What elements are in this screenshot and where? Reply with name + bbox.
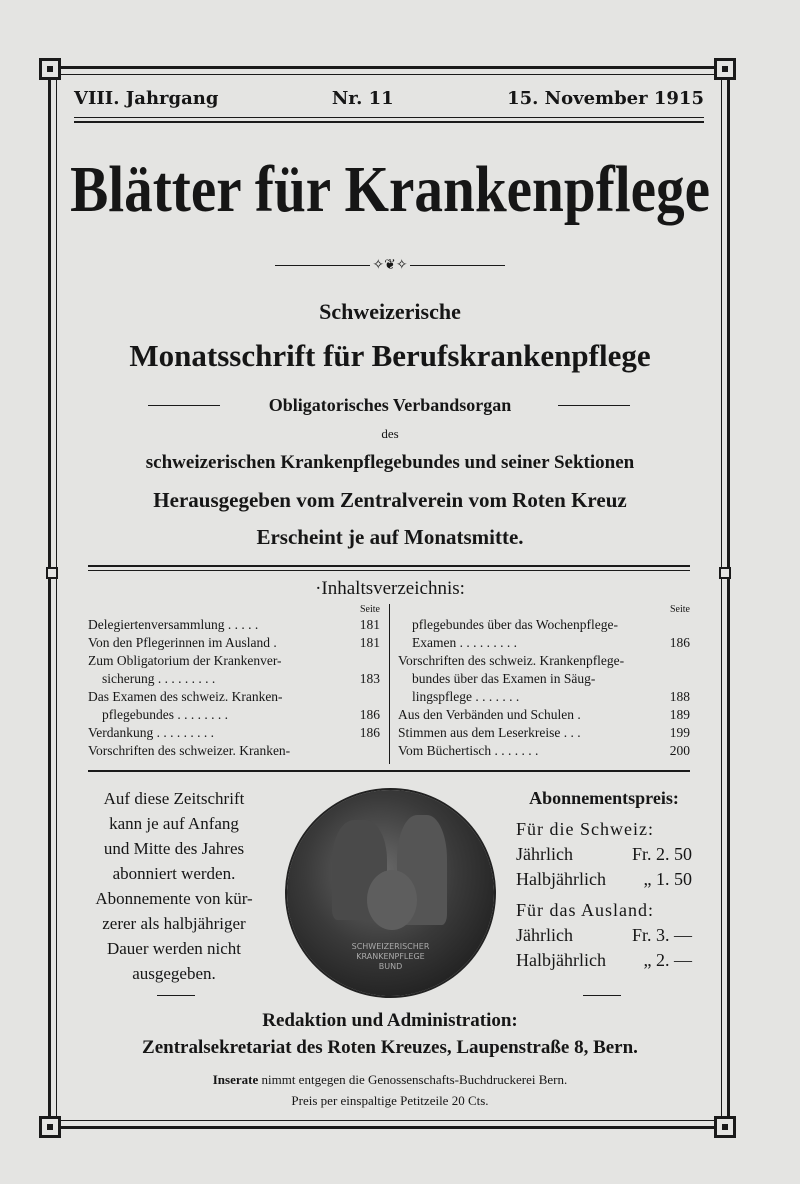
toc-entry xyxy=(88,706,380,724)
medal-inscription-3: BUND xyxy=(378,962,403,971)
toc-entry-page: 181 xyxy=(359,617,380,632)
subtitle-line5-wrap xyxy=(70,450,710,476)
volume: VIII. Jahrgang xyxy=(74,88,219,109)
masthead-title: Blätter für Krankenpflege xyxy=(70,153,711,226)
ads-price-wrap xyxy=(70,1092,710,1110)
subscription-note-line: Abonnemente von kür- xyxy=(95,889,253,908)
ads-label: Inserate xyxy=(212,1072,259,1087)
toc-entry xyxy=(398,634,690,652)
subtitle-line3-wrap xyxy=(228,393,552,417)
toc-entry-title: Examen . . . . . . . . . xyxy=(412,635,517,650)
medal-image xyxy=(287,790,494,996)
price-label: Halbjährlich xyxy=(516,869,606,889)
prices-heading: Abonnementspreis: xyxy=(529,788,679,808)
toc-entry-page: 189 xyxy=(669,707,690,722)
subscription-note-line: Auf diese Zeitschrift xyxy=(103,789,245,808)
toc-entry-page: 186 xyxy=(359,707,380,722)
toc-left xyxy=(88,604,380,760)
toc-entry-title: Aus den Verbänden und Schulen . xyxy=(398,707,581,722)
subscription-note-line: abonniert werden. xyxy=(112,864,236,883)
subscription-note-line: zerer als halbjähriger xyxy=(102,914,246,933)
toc-entry-title: Vorschriften des schweizer. Kranken- xyxy=(88,743,291,758)
toc-entry-title: lingspflege . . . . . . . xyxy=(412,689,520,704)
toc-entry-title: pflegebundes . . . . . . . . xyxy=(102,707,228,722)
toc-entry-page xyxy=(662,670,690,688)
editorial-heading-wrap xyxy=(70,1009,710,1033)
subtitle-line7: Erscheint je auf Monatsmitte. xyxy=(256,525,524,549)
price-label: Halbjährlich xyxy=(516,950,606,970)
toc-entry-page: 200 xyxy=(669,743,690,758)
subtitle-line5: schweizerischen Krankenpflegebundes und seiner Sektionen xyxy=(145,452,635,473)
price-value: „ 2. — xyxy=(643,950,692,970)
subtitle-line3: Obligatorisches Verbandsorgan xyxy=(268,395,512,415)
toc-entry xyxy=(88,742,380,760)
toc-entry xyxy=(398,652,690,670)
editorial-heading: Redaktion und Administration: xyxy=(262,1010,518,1031)
issue-header xyxy=(74,88,704,109)
toc-entry xyxy=(88,652,380,670)
toc-entry-page: 199 xyxy=(669,725,690,740)
toc-entry-page xyxy=(352,652,380,670)
toc-entry-title: Vom Büchertisch . . . . . . . xyxy=(398,743,539,758)
masthead-title-wrap xyxy=(70,150,710,240)
toc-entry xyxy=(88,688,380,706)
toc-entry-page xyxy=(352,742,380,760)
toc-entry xyxy=(398,616,690,634)
toc-entry-title: Delegiertenversammlung . . . . . xyxy=(88,617,259,632)
toc-entry-page: 183 xyxy=(359,671,380,686)
toc-entry-title: sicherung . . . . . . . . . xyxy=(102,671,216,686)
toc-entry-page: 186 xyxy=(669,635,690,650)
toc-heading: ·Inhaltsverzeichnis: xyxy=(315,578,465,599)
toc-entry-page: 186 xyxy=(359,725,380,740)
subscription-note-line: ausgegeben. xyxy=(132,964,216,983)
subtitle-line6-wrap xyxy=(70,486,710,514)
medal-inscription-2: KRANKENPFLEGE xyxy=(356,952,425,961)
toc-entry xyxy=(398,688,690,706)
toc-entry-page xyxy=(662,616,690,634)
ads-text: nimmt entgegen die Genossenschafts-Buchdruckerei Bern. xyxy=(261,1072,568,1087)
toc-entry xyxy=(88,616,380,634)
subscription-note xyxy=(84,786,264,986)
toc-entry-title: Vorschriften des schweiz. Krankenpflege- xyxy=(398,653,625,668)
toc-entry-title: bundes über das Examen in Säug- xyxy=(412,671,596,686)
prices-abroad: Für das Ausland: xyxy=(516,900,655,920)
toc-entry-page: 181 xyxy=(359,635,380,650)
toc-entry-title: Das Examen des schweiz. Kranken- xyxy=(88,689,283,704)
toc-entry xyxy=(88,670,380,688)
subtitle-line1: Schweizerische xyxy=(319,299,461,324)
subtitle-line7-wrap xyxy=(70,523,710,551)
price-value: „ 1. 50 xyxy=(643,869,692,889)
editorial-address-wrap xyxy=(78,1035,702,1061)
toc-entry xyxy=(88,724,380,742)
ads-line xyxy=(70,1071,710,1089)
price-value: Fr. 2. 50 xyxy=(631,844,692,864)
issue-number: Nr. 11 xyxy=(331,88,394,109)
subscription-note-line: und Mitte des Jahres xyxy=(103,839,245,858)
toc-entry xyxy=(398,706,690,724)
toc-entry-title: Von den Pflegerinnen im Ausland . xyxy=(88,635,277,650)
subtitle-line2-wrap xyxy=(70,336,710,376)
toc-page-label: Seite xyxy=(670,604,690,615)
toc-entry-title: Verdankung . . . . . . . . . xyxy=(88,725,214,740)
toc-entry-page xyxy=(352,688,380,706)
toc-entry-page xyxy=(662,652,690,670)
toc-entry xyxy=(88,634,380,652)
subtitle-line4: des xyxy=(381,426,399,441)
toc-entry xyxy=(398,742,690,760)
subtitle-line2: Monatsschrift für Berufskrankenpflege xyxy=(129,338,651,373)
toc-entry-title: Zum Obligatorium der Krankenver- xyxy=(88,653,282,668)
subtitle-line1-wrap xyxy=(70,298,710,326)
price-label: Jährlich xyxy=(516,925,573,945)
prices xyxy=(516,786,692,973)
ornament-icon: ✧❦✧ xyxy=(372,257,408,273)
prices-switzerland: Für die Schweiz: xyxy=(516,819,654,839)
toc-page-label: Seite xyxy=(360,604,380,615)
issue-date: 15. November 1915 xyxy=(507,88,704,109)
subscription-note-line: Dauer werden nicht xyxy=(106,939,242,958)
subtitle-line6: Herausgegeben vom Zentralverein vom Roten Kreuz xyxy=(153,488,627,512)
toc-entry-title: pflegebundes über das Wochenpflege- xyxy=(412,617,618,632)
editorial-address: Zentralsekretariat des Roten Kreuzes, Laupenstraße 8, Bern. xyxy=(142,1037,638,1058)
toc-right xyxy=(398,604,690,760)
price-value: Fr. 3. — xyxy=(631,925,692,945)
toc-entry-title: Stimmen aus dem Leserkreise . . . xyxy=(398,725,581,740)
toc-entry-page: 188 xyxy=(669,689,690,704)
subscription-note-line: kann je auf Anfang xyxy=(109,814,239,833)
price-label: Jährlich xyxy=(516,844,573,864)
toc-entry xyxy=(398,724,690,742)
toc-entry xyxy=(398,670,690,688)
ads-price: Preis per einspaltige Petitzeile 20 Cts. xyxy=(291,1093,489,1108)
medal-inscription-1: SCHWEIZERISCHER xyxy=(351,942,430,951)
